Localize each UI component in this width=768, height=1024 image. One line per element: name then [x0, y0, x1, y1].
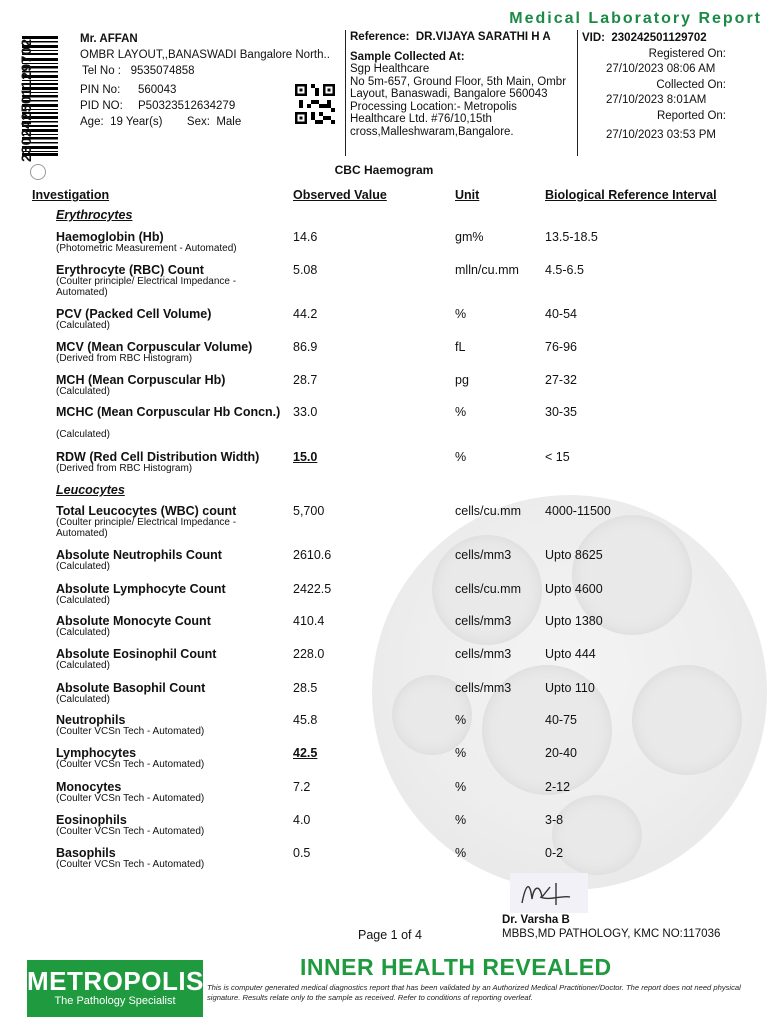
unit: cells/mm3 [455, 681, 512, 695]
group-heading: Erythrocytes [56, 208, 133, 222]
observed-value: 410.4 [293, 614, 325, 628]
observed-value: 5.08 [293, 263, 318, 277]
observed-value: 228.0 [293, 647, 325, 661]
test-method: (Calculated) [56, 386, 110, 397]
test-method: (Coulter VCSn Tech - Automated) [56, 793, 205, 804]
observed-value: 28.5 [293, 681, 318, 695]
tel-value: 9535074858 [130, 65, 195, 77]
test-name: Monocytes [56, 780, 122, 794]
test-method: (Calculated) [56, 627, 110, 638]
signer-block [502, 913, 720, 941]
unit: mlln/cu.mm [455, 263, 519, 277]
test-method: (Coulter VCSn Tech - Automated) [56, 826, 205, 837]
reference-details [350, 31, 578, 138]
test-name: MCV (Mean Corpuscular Volume) [56, 340, 253, 354]
unit: % [455, 307, 467, 321]
test-method: (Derived from RBC Histogram) [56, 463, 193, 474]
test-name: MCH (Mean Corpuscular Hb) [56, 373, 226, 387]
reference-interval: 76-96 [545, 340, 577, 354]
tel-label: Tel No : [82, 65, 121, 77]
test-name: PCV (Packed Cell Volume) [56, 307, 212, 321]
brand-tagline: The Pathology Specialist [54, 995, 176, 1007]
unit: % [455, 746, 467, 760]
test-name: Basophils [56, 846, 116, 860]
section-title: CBC Haemogram [334, 163, 434, 177]
collected-at-line: Layout, Banaswadi, Bangalore 560043 [350, 88, 548, 100]
test-name: Total Leucocytes (WBC) count [56, 504, 237, 518]
unit: cells/mm3 [455, 647, 512, 661]
sex-value: Male [216, 116, 242, 128]
reference-interval: 2-12 [545, 780, 571, 794]
page-number: Page 1 of 4 [358, 928, 422, 942]
unit: cells/cu.mm [455, 504, 521, 518]
patient-address: OMBR LAYOUT,,BANASWADI Bangalore North.. [80, 49, 330, 61]
unit: pg [455, 373, 469, 387]
observed-value: 86.9 [293, 340, 318, 354]
barcode-number: 230242501129702 [18, 38, 34, 162]
collected-value: 27/10/2023 8:01AM [606, 94, 707, 106]
collected-at-line: No 5m-657, Ground Floor, 5th Main, Ombr [350, 75, 567, 88]
unit: fL [455, 340, 466, 354]
visit-details [582, 31, 762, 144]
observed-value: 7.2 [293, 780, 311, 794]
reference-interval: 4000-11500 [545, 504, 611, 518]
test-name: Absolute Neutrophils Count [56, 548, 222, 562]
test-name: Eosinophils [56, 813, 127, 827]
reference-interval: 40-75 [545, 713, 577, 727]
test-name: Neutrophils [56, 713, 126, 727]
observed-value: 0.5 [293, 846, 311, 860]
unit: % [455, 713, 467, 727]
unit: % [455, 813, 467, 827]
header-divider [345, 30, 346, 156]
unit: cells/cu.mm [455, 582, 521, 596]
age-label: Age: [80, 116, 104, 128]
test-method: (Calculated) [56, 660, 110, 671]
metropolis-logo [27, 960, 203, 1017]
collected-at-line: Processing Location:- Metropolis [350, 100, 517, 113]
unit: cells/mm3 [455, 614, 512, 628]
test-name: Haemoglobin (Hb) [56, 230, 164, 244]
test-method: (Photometric Measurement - Automated) [56, 243, 237, 254]
signer-credentials: MBBS,MD PATHOLOGY, KMC NO:117036 [502, 928, 721, 940]
column-header: Unit [455, 188, 480, 202]
test-method: (Coulter VCSn Tech - Automated) [56, 759, 205, 770]
unit: % [455, 450, 467, 464]
collected-at-line: Healthcare Ltd. #76/10,15th [350, 113, 492, 125]
footer-disclaimer: This is computer generated medical diagnostics report that has been validated by an Authorized Medical Practitioner/Doctor. The report does not need physical signature. Results relate only to the sample as received. Refer to conditions of reporting overleaf. [207, 983, 741, 1002]
unit: % [455, 405, 467, 419]
observed-value: 45.8 [293, 713, 318, 727]
reference-interval: 13.5-18.5 [545, 230, 598, 244]
observed-value: 4.0 [293, 813, 311, 827]
test-method: (Calculated) [56, 320, 110, 331]
pin-value: 560043 [138, 84, 177, 96]
reported-value: 27/10/2023 03:53 PM [606, 129, 716, 141]
signature [510, 873, 588, 913]
collected-at-label: Sample Collected At: [350, 50, 465, 63]
registered-value: 27/10/2023 08:06 AM [606, 63, 716, 75]
observed-value: 2422.5 [293, 582, 332, 596]
footer-tagline: INNER HEALTH REVEALED [300, 954, 612, 980]
collected-at-line: cross,Malleshwaram,Bangalore. [350, 125, 514, 138]
column-header: Investigation [32, 188, 110, 202]
observed-value: 28.7 [293, 373, 318, 387]
unit: % [455, 780, 467, 794]
test-method: (Coulter principle/ Electrical Impedance - Automated) [56, 276, 237, 298]
test-method: (Coulter VCSn Tech - Automated) [56, 859, 205, 870]
reference-doctor: DR.VIJAYA SARATHI H A [415, 31, 551, 43]
reference-interval: 27-32 [545, 373, 577, 387]
test-name: Absolute Monocyte Count [56, 614, 211, 628]
reference-interval: Upto 1380 [545, 614, 603, 628]
test-method: (Calculated) [56, 595, 110, 606]
reference-interval: 20-40 [545, 746, 577, 760]
observed-value: 5,700 [293, 504, 325, 518]
test-method: (Coulter principle/ Electrical Impedance - Automated) [56, 517, 237, 539]
test-name: Absolute Eosinophil Count [56, 647, 217, 661]
observed-value: 15.0 [293, 450, 318, 464]
reference-interval: Upto 110 [545, 681, 595, 695]
test-name: RDW (Red Cell Distribution Width) [56, 450, 260, 464]
test-name: Absolute Basophil Count [56, 681, 206, 695]
patient-name: Mr. AFFAN [80, 33, 138, 45]
reference-interval: 0-2 [545, 846, 564, 860]
collected-label: Collected On: [656, 78, 726, 91]
unit: % [455, 846, 467, 860]
vid-label: VID: [582, 32, 605, 44]
brand-name: METROPOLIS [27, 966, 204, 996]
group-heading: Leucocytes [56, 483, 125, 497]
reference-interval: 40-54 [545, 307, 577, 321]
test-method: (Coulter VCSn Tech - Automated) [56, 726, 205, 737]
test-name: Absolute Lymphocyte Count [56, 582, 226, 596]
report-title: Medical Laboratory Report [509, 10, 762, 27]
age-value: 19 Year(s) [110, 116, 163, 128]
test-name: MCHC (Mean Corpuscular Hb Concn.) [56, 405, 281, 419]
patient-details [80, 31, 330, 130]
reported-label: Reported On: [656, 109, 726, 122]
test-method: (Calculated) [56, 561, 110, 572]
observed-value: 42.5 [293, 746, 318, 760]
test-method: (Calculated) [56, 694, 110, 705]
unit: cells/mm3 [455, 548, 512, 562]
collected-at-line: Sgp Healthcare [350, 63, 430, 75]
reference-interval: 30-35 [545, 405, 577, 419]
sex-label: Sex: [186, 116, 210, 128]
reference-interval: 3-8 [545, 813, 564, 827]
reference-interval: 4.5-6.5 [545, 263, 584, 277]
reference-interval: Upto 4600 [545, 582, 603, 596]
column-header: Observed Value [293, 188, 387, 202]
reference-interval: Upto 8625 [545, 548, 603, 562]
test-name: Lymphocytes [56, 746, 137, 760]
reference-interval: Upto 444 [545, 647, 596, 661]
observed-value: 2610.6 [293, 548, 332, 562]
registered-label: Registered On: [648, 47, 726, 60]
test-method: (Calculated) [56, 429, 110, 440]
test-method: (Derived from RBC Histogram) [56, 353, 193, 364]
observed-value: 33.0 [293, 405, 318, 419]
test-name: Erythrocyte (RBC) Count [56, 263, 204, 277]
unit: gm% [455, 230, 484, 244]
qr-code [295, 84, 335, 124]
signer-name: Dr. Varsha B [502, 914, 570, 926]
column-header: Biological Reference Interval [545, 188, 717, 202]
pid-value: P50323512634279 [138, 100, 236, 112]
reference-label: Reference: [350, 31, 410, 43]
pid-label: PID NO: [80, 100, 123, 112]
pin-label: PIN No: [80, 84, 121, 96]
observed-value: 44.2 [293, 307, 318, 321]
vid-value: 230242501129702 [611, 32, 707, 44]
observed-value: 14.6 [293, 230, 318, 244]
reference-interval: < 15 [545, 450, 570, 464]
